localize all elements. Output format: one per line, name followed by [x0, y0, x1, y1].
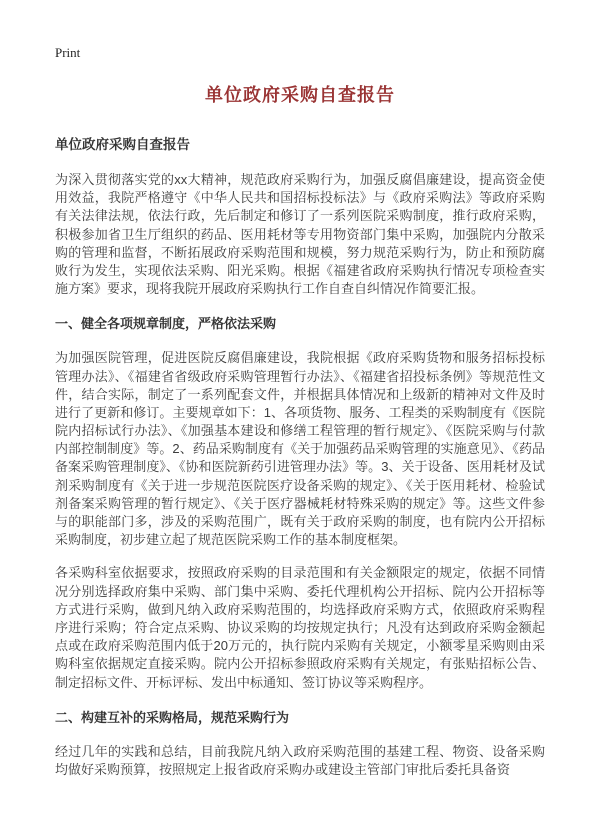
- print-button[interactable]: Print: [55, 45, 81, 60]
- paragraph-section1-b: 各采购科室依据要求，按照政府采购的目录范围和有关金额限定的规定，依据不同情况分别选择政府集中采购、部门集中采购、委托代理机构公开招标、院内公开招标等方式进行采购，做到凡纳入政府采购范围的，均选择政府采购方式，依照政府采购程序进行采购；符合定点采购、协议采购的均按规定执行；凡没有达到政府采购金额起点或在政府采购范围内低于20万元的，执行院内采购有关规定，小额零星采购则由采购科室依据规定直接采购。院内公开招标参照政府采购有关规定，有张贴招标公告、制定招标文件、开标评标、发出中标通知、签订协议等采购程序。: [55, 565, 545, 690]
- document-title: 单位政府采购自查报告: [205, 85, 395, 105]
- section-heading-1: 一、健全各项规章制度，严格依法采购: [55, 316, 277, 332]
- paragraph-section2-a: 经过几年的实践和总结，目前我院凡纳入政府采购范围的基建工程、物资、设备采购均做好采购预算，按照规定上报省政府采购办或建设主管部门审批后委托具备资: [55, 743, 545, 777]
- section-heading-2: 二、构建互补的采购格局，规范采购行为: [55, 709, 290, 725]
- document-subtitle: 单位政府采购自查报告: [55, 137, 190, 152]
- paragraph-intro: 为深入贯彻落实党的xx大精神，规范政府采购行为，加强反腐倡廉建设，提高资金使用效益，我院严格遵守《中华人民共和国招标投标法》与《政府采购法》等政府采购有关法律法规，依法行政，先后制定和修订了一系列医院采购制度，推行政府采购，积极参加省卫生厅组织的药品、医用耗材等专用物资部门集中采购，加强院内分散采购的管理和监督，不断拓展政府采购范围和规模，努力规范采购行为，防止和预防腐败行为发生，实现依法采购、阳光采购。根据《福建省政府采购执行情况专项检查实施方案》要求，现将我院开展政府采购执行工作自查自纠情况作简要汇报。: [55, 172, 545, 297]
- paragraph-section1-a: 为加强医院管理，促进医院反腐倡廉建设，我院根据《政府采购货物和服务招标投标管理办法》、《福建省省级政府采购管理暂行办法》、《福建省招投标条例》等规范性文件，结合实际，制定了一系列配套文件，并根据具体情况和上级新的精神对文件及时进行了更新和修订。主要规章如下：1、各项货物、服务、工程类的采购制度有《医院院内招标试行办法》、《加强基本建设和修缮工程管理的暂行规定》、《医院采购与付款内部控制制度》等。2、药品采购制度有《关于加强药品采购管理的实施意见》、《药品备案采购管理制度》、《协和医院新药引进管理办法》等。3、关于设备、医用耗材及试剂采购制度有《关于进一步规范医院医疗设备采购的规定》、《关于医用耗材、检验试剂备案采购管理的暂行规定》、《关于医疗器械耗材特殊采购的规定》等。这些文件参与的职能部门多，涉及的采购范围广，既有关于政府采购的制度，也有院内公开招标采购制度，初步建立起了规范医院采购工作的基本制度框架。: [55, 350, 545, 548]
